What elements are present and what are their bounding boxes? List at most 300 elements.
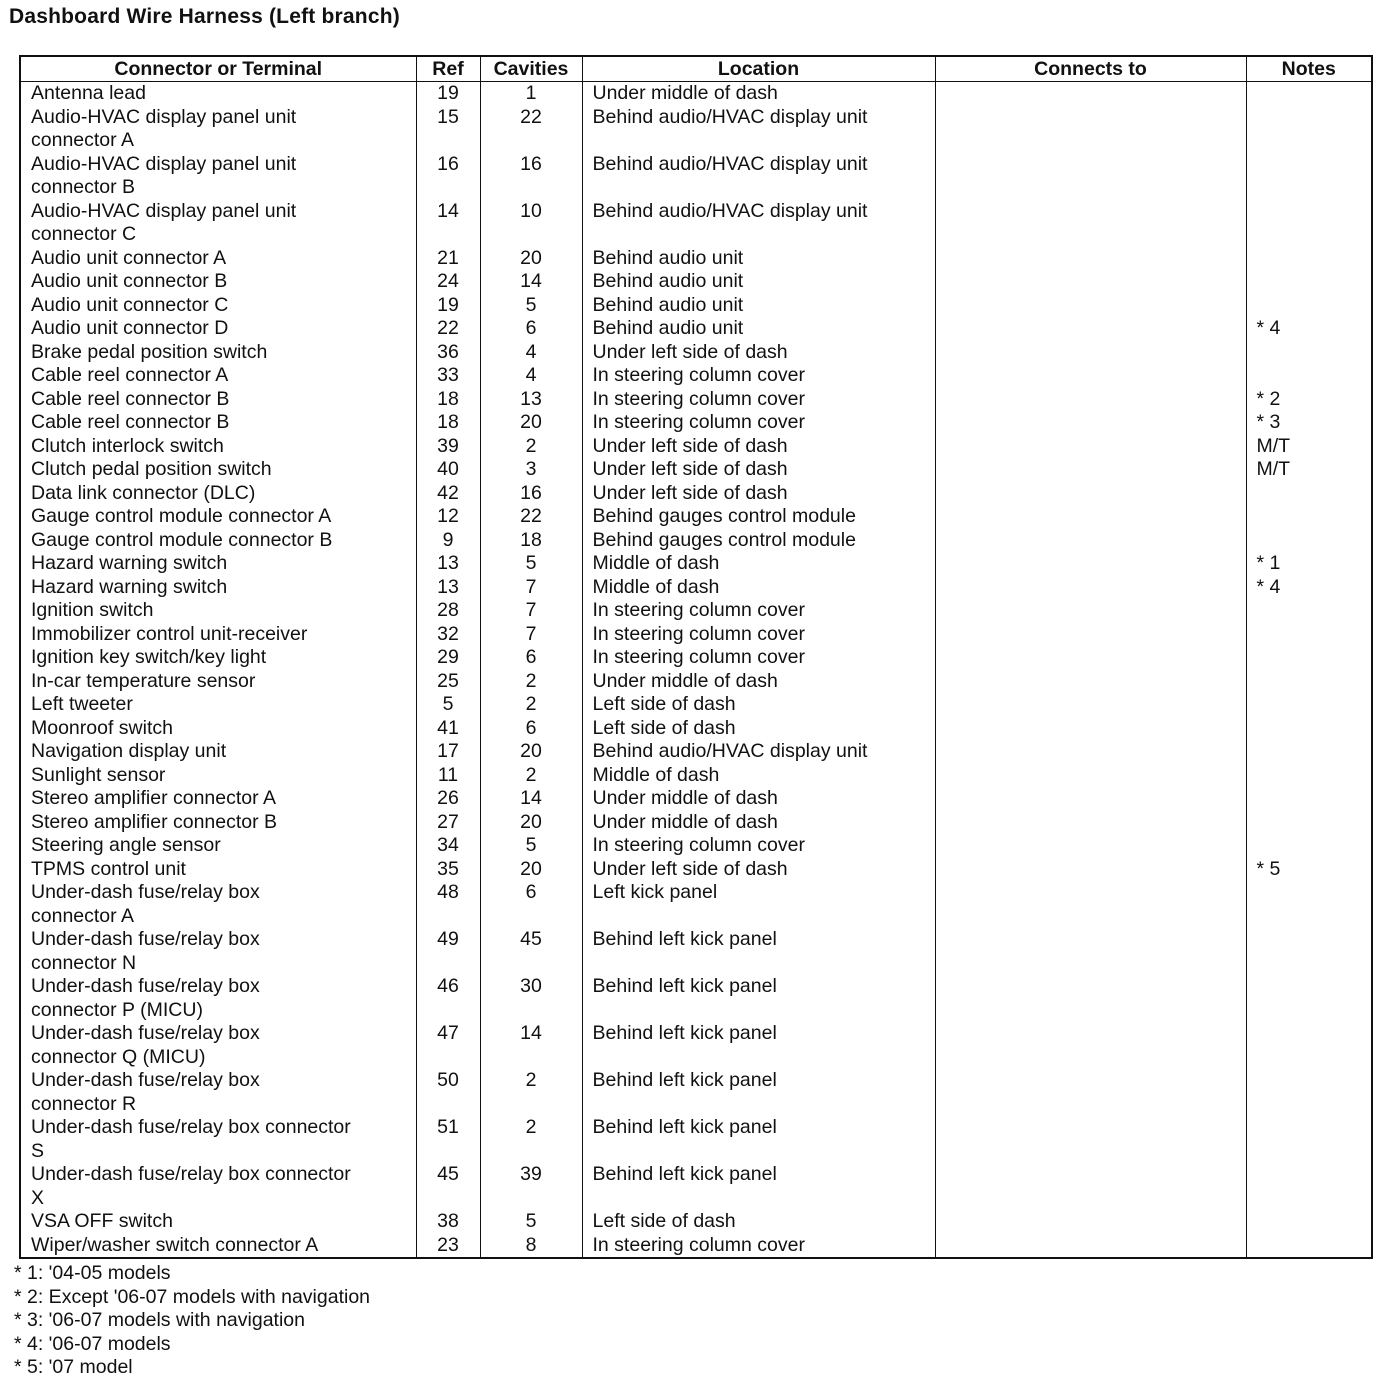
cell-connects-to xyxy=(935,458,1246,482)
cell-location: In steering column cover xyxy=(582,1234,935,1259)
cell-connector xyxy=(20,411,416,435)
table-row xyxy=(20,975,1372,1022)
footnotes xyxy=(14,1262,370,1380)
cell-notes xyxy=(1246,599,1372,623)
cell-connector xyxy=(20,458,416,482)
table-row xyxy=(20,153,1372,200)
cell-connector xyxy=(20,975,416,1022)
table-row xyxy=(20,576,1372,600)
footnote: * 2: Except '06-07 models with navigation xyxy=(14,1285,371,1308)
cell-notes xyxy=(1246,834,1372,858)
cell-cavities: 3 xyxy=(480,458,582,482)
connector-name-line: Hazard warning switch xyxy=(31,552,228,574)
table-row xyxy=(20,294,1372,318)
cell-ref: 17 xyxy=(416,740,480,764)
cell-connects-to xyxy=(935,411,1246,435)
cell-ref: 49 xyxy=(416,928,480,975)
table-row xyxy=(20,717,1372,741)
footnote: * 4: '06-07 models xyxy=(14,1332,171,1355)
cell-notes: * 1 xyxy=(1246,552,1372,576)
cell-cavities: 18 xyxy=(480,529,582,553)
cell-cavities: 2 xyxy=(480,670,582,694)
table-row xyxy=(20,317,1372,341)
cell-location: Behind left kick panel xyxy=(582,1163,935,1210)
cell-location: Behind left kick panel xyxy=(582,1022,935,1069)
cell-connector xyxy=(20,858,416,882)
harness-table xyxy=(19,55,1373,1259)
cell-ref: 18 xyxy=(416,411,480,435)
cell-ref: 14 xyxy=(416,200,480,247)
table-row xyxy=(20,482,1372,506)
cell-connector xyxy=(20,529,416,553)
cell-connector xyxy=(20,1022,416,1069)
cell-connector xyxy=(20,834,416,858)
table-row xyxy=(20,834,1372,858)
cell-connector xyxy=(20,693,416,717)
cell-location: Under left side of dash xyxy=(582,435,935,459)
cell-connects-to xyxy=(935,693,1246,717)
cell-cavities: 10 xyxy=(480,200,582,247)
cell-connects-to xyxy=(935,1022,1246,1069)
cell-ref: 39 xyxy=(416,435,480,459)
cell-cavities: 16 xyxy=(480,153,582,200)
cell-cavities: 6 xyxy=(480,317,582,341)
cell-connects-to xyxy=(935,1116,1246,1163)
cell-notes xyxy=(1246,740,1372,764)
table-row xyxy=(20,858,1372,882)
connector-name-line: Left tweeter xyxy=(31,693,133,715)
column-header-connector: Connector or Terminal xyxy=(20,56,416,82)
cell-cavities: 20 xyxy=(480,811,582,835)
footnote: * 5: '07 model xyxy=(14,1356,133,1379)
cell-cavities: 4 xyxy=(480,364,582,388)
cell-cavities: 20 xyxy=(480,247,582,271)
cell-notes xyxy=(1246,1210,1372,1234)
cell-connector xyxy=(20,881,416,928)
cell-connects-to xyxy=(935,811,1246,835)
connector-name-line: connector B xyxy=(31,176,136,198)
column-header-cavities: Cavities xyxy=(480,56,582,82)
connector-name-line: TPMS control unit xyxy=(31,857,186,880)
cell-ref: 19 xyxy=(416,82,480,106)
table-row xyxy=(20,928,1372,975)
cell-notes xyxy=(1246,1116,1372,1163)
cell-ref: 29 xyxy=(416,646,480,670)
cell-connector xyxy=(20,740,416,764)
cell-ref: 40 xyxy=(416,458,480,482)
cell-location: In steering column cover xyxy=(582,388,935,412)
table-row xyxy=(20,200,1372,247)
cell-connector xyxy=(20,552,416,576)
cell-connector xyxy=(20,623,416,647)
cell-cavities: 4 xyxy=(480,341,582,365)
cell-cavities: 5 xyxy=(480,834,582,858)
table-row xyxy=(20,623,1372,647)
connector-name-line: Gauge control module connector B xyxy=(31,528,333,551)
cell-notes xyxy=(1246,82,1372,106)
connector-name-line: Under-dash fuse/relay box connector xyxy=(31,1116,351,1138)
cell-ref: 28 xyxy=(416,599,480,623)
cell-location: In steering column cover xyxy=(582,411,935,435)
connector-name-line: Stereo amplifier connector B xyxy=(31,810,278,833)
cell-notes xyxy=(1246,975,1372,1022)
cell-cavities: 7 xyxy=(480,576,582,600)
cell-connector xyxy=(20,247,416,271)
connector-name-line: Brake pedal position switch xyxy=(31,340,268,363)
cell-connects-to xyxy=(935,341,1246,365)
table-row xyxy=(20,82,1372,106)
connector-name-line: Audio unit connector B xyxy=(31,270,228,292)
cell-location: Behind left kick panel xyxy=(582,928,935,975)
cell-connects-to xyxy=(935,1210,1246,1234)
cell-notes xyxy=(1246,153,1372,200)
cell-location: Under middle of dash xyxy=(582,82,935,106)
cell-connects-to xyxy=(935,764,1246,788)
table-body xyxy=(20,82,1372,1259)
cell-connects-to xyxy=(935,576,1246,600)
cell-location: Behind left kick panel xyxy=(582,1116,935,1163)
cell-notes xyxy=(1246,646,1372,670)
cell-location: Under left side of dash xyxy=(582,341,935,365)
connector-name-line: Cable reel connector B xyxy=(31,411,230,433)
cell-ref: 46 xyxy=(416,975,480,1022)
cell-location: Under left side of dash xyxy=(582,482,935,506)
cell-notes xyxy=(1246,717,1372,741)
cell-connects-to xyxy=(935,270,1246,294)
column-header-location: Location xyxy=(582,56,935,82)
cell-connector xyxy=(20,811,416,835)
cell-connector xyxy=(20,717,416,741)
cell-connector xyxy=(20,82,416,106)
cell-location: Middle of dash xyxy=(582,552,935,576)
cell-cavities: 13 xyxy=(480,388,582,412)
cell-notes: M/T xyxy=(1246,435,1372,459)
cell-notes xyxy=(1246,482,1372,506)
cell-connector xyxy=(20,928,416,975)
cell-location: Left kick panel xyxy=(582,881,935,928)
cell-connector xyxy=(20,200,416,247)
cell-notes: * 4 xyxy=(1246,317,1372,341)
cell-location: Behind left kick panel xyxy=(582,975,935,1022)
cell-notes xyxy=(1246,529,1372,553)
cell-cavities: 20 xyxy=(480,740,582,764)
connector-name-line: Data link connector (DLC) xyxy=(31,481,256,504)
connector-name-line: connector R xyxy=(31,1092,137,1115)
cell-location: Behind audio unit xyxy=(582,317,935,341)
cell-cavities: 30 xyxy=(480,975,582,1022)
cell-ref: 11 xyxy=(416,764,480,788)
cell-notes xyxy=(1246,1163,1372,1210)
connector-name-line: S xyxy=(31,1139,45,1162)
cell-connector xyxy=(20,270,416,294)
table-row xyxy=(20,764,1372,788)
connector-name-line: Clutch pedal position switch xyxy=(31,458,272,480)
cell-location: Behind audio/HVAC display unit xyxy=(582,106,935,153)
cell-connector xyxy=(20,341,416,365)
connector-name-line: Audio unit connector A xyxy=(31,246,227,269)
cell-cavities: 2 xyxy=(480,1116,582,1163)
cell-ref: 38 xyxy=(416,1210,480,1234)
cell-notes: * 5 xyxy=(1246,858,1372,882)
cell-connects-to xyxy=(935,787,1246,811)
cell-connector xyxy=(20,294,416,318)
cell-location: In steering column cover xyxy=(582,623,935,647)
cell-ref: 9 xyxy=(416,529,480,553)
cell-ref: 22 xyxy=(416,317,480,341)
cell-connects-to xyxy=(935,552,1246,576)
cell-notes: * 2 xyxy=(1246,388,1372,412)
connector-name-line: Navigation display unit xyxy=(31,740,227,762)
cell-cavities: 2 xyxy=(480,764,582,788)
cell-notes xyxy=(1246,364,1372,388)
cell-ref: 51 xyxy=(416,1116,480,1163)
cell-notes xyxy=(1246,1069,1372,1116)
cell-cavities: 14 xyxy=(480,787,582,811)
cell-location: In steering column cover xyxy=(582,364,935,388)
cell-cavities: 6 xyxy=(480,717,582,741)
table-row xyxy=(20,1163,1372,1210)
connector-name-line: Wiper/washer switch connector A xyxy=(31,1233,319,1256)
cell-notes xyxy=(1246,294,1372,318)
cell-connects-to xyxy=(935,858,1246,882)
cell-connects-to xyxy=(935,388,1246,412)
cell-connects-to xyxy=(935,881,1246,928)
cell-cavities: 14 xyxy=(480,270,582,294)
cell-connects-to xyxy=(935,317,1246,341)
cell-location: In steering column cover xyxy=(582,646,935,670)
connector-name-line: Cable reel connector B xyxy=(31,387,230,410)
cell-location: Behind audio unit xyxy=(582,247,935,271)
column-header-connects-to: Connects to xyxy=(935,56,1246,82)
connector-name-line: Under-dash fuse/relay box xyxy=(31,975,260,997)
cell-notes xyxy=(1246,200,1372,247)
cell-notes xyxy=(1246,1234,1372,1259)
cell-connects-to xyxy=(935,294,1246,318)
connector-name-line: connector A xyxy=(31,904,134,927)
cell-cavities: 39 xyxy=(480,1163,582,1210)
connector-name-line: Under-dash fuse/relay box xyxy=(31,1069,260,1091)
cell-connects-to xyxy=(935,740,1246,764)
cell-location: Under middle of dash xyxy=(582,787,935,811)
connector-name-line: Hazard warning switch xyxy=(31,575,228,598)
cell-ref: 12 xyxy=(416,505,480,529)
cell-ref: 33 xyxy=(416,364,480,388)
cell-connector xyxy=(20,364,416,388)
cell-location: Middle of dash xyxy=(582,576,935,600)
cell-cavities: 1 xyxy=(480,82,582,106)
cell-ref: 48 xyxy=(416,881,480,928)
cell-cavities: 16 xyxy=(480,482,582,506)
cell-cavities: 5 xyxy=(480,552,582,576)
cell-ref: 26 xyxy=(416,787,480,811)
cell-connects-to xyxy=(935,200,1246,247)
connector-name-line: Clutch interlock switch xyxy=(31,434,224,457)
cell-notes xyxy=(1246,1022,1372,1069)
cell-connects-to xyxy=(935,975,1246,1022)
connector-name-line: Gauge control module connector A xyxy=(31,505,332,527)
cell-ref: 45 xyxy=(416,1163,480,1210)
page-title: Dashboard Wire Harness (Left branch) xyxy=(9,5,400,28)
connector-name-line: connector A xyxy=(31,129,134,151)
table-row xyxy=(20,270,1372,294)
cell-location: In steering column cover xyxy=(582,599,935,623)
cell-connects-to xyxy=(935,717,1246,741)
cell-connects-to xyxy=(935,364,1246,388)
cell-connects-to xyxy=(935,1163,1246,1210)
cell-connects-to xyxy=(935,106,1246,153)
cell-ref: 21 xyxy=(416,247,480,271)
cell-cavities: 45 xyxy=(480,928,582,975)
cell-connects-to xyxy=(935,82,1246,106)
cell-location: Under left side of dash xyxy=(582,858,935,882)
table-row xyxy=(20,341,1372,365)
connector-name-line: Under-dash fuse/relay box xyxy=(31,1022,260,1044)
cell-connects-to xyxy=(935,928,1246,975)
cell-connector xyxy=(20,646,416,670)
cell-location: Behind left kick panel xyxy=(582,1069,935,1116)
cell-cavities: 14 xyxy=(480,1022,582,1069)
table-row xyxy=(20,106,1372,153)
cell-location: Left side of dash xyxy=(582,717,935,741)
cell-cavities: 7 xyxy=(480,623,582,647)
connector-name-line: Under-dash fuse/relay box connector xyxy=(31,1163,351,1185)
cell-cavities: 2 xyxy=(480,693,582,717)
connector-name-line: Audio-HVAC display panel unit xyxy=(31,152,297,175)
table-row xyxy=(20,435,1372,459)
cell-location: Left side of dash xyxy=(582,1210,935,1234)
connector-name-line: VSA OFF switch xyxy=(31,1210,173,1232)
cell-notes: M/T xyxy=(1246,458,1372,482)
cell-location: Behind audio/HVAC display unit xyxy=(582,153,935,200)
cell-connector xyxy=(20,576,416,600)
table-row xyxy=(20,670,1372,694)
cell-ref: 19 xyxy=(416,294,480,318)
table-row xyxy=(20,529,1372,553)
table-row xyxy=(20,1022,1372,1069)
table-row xyxy=(20,693,1372,717)
cell-ref: 25 xyxy=(416,670,480,694)
table-row xyxy=(20,811,1372,835)
cell-ref: 5 xyxy=(416,693,480,717)
cell-location: In steering column cover xyxy=(582,834,935,858)
cell-ref: 36 xyxy=(416,341,480,365)
cell-location: Behind audio unit xyxy=(582,270,935,294)
table-row xyxy=(20,388,1372,412)
connector-name-line: Cable reel connector A xyxy=(31,364,229,386)
cell-cavities: 8 xyxy=(480,1234,582,1259)
table-header-row xyxy=(20,56,1372,82)
cell-ref: 42 xyxy=(416,482,480,506)
cell-notes: * 4 xyxy=(1246,576,1372,600)
cell-connector xyxy=(20,388,416,412)
table-row xyxy=(20,364,1372,388)
connector-name-line: Audio-HVAC display panel unit xyxy=(31,105,297,128)
table-row xyxy=(20,787,1372,811)
connector-name-line: Under-dash fuse/relay box xyxy=(31,881,260,903)
cell-cavities: 6 xyxy=(480,881,582,928)
cell-connects-to xyxy=(935,153,1246,200)
cell-notes xyxy=(1246,764,1372,788)
cell-ref: 16 xyxy=(416,153,480,200)
cell-ref: 35 xyxy=(416,858,480,882)
table-row xyxy=(20,881,1372,928)
cell-cavities: 20 xyxy=(480,411,582,435)
cell-connector xyxy=(20,599,416,623)
cell-ref: 13 xyxy=(416,552,480,576)
cell-connector xyxy=(20,1163,416,1210)
cell-connects-to xyxy=(935,435,1246,459)
connector-name-line: In-car temperature sensor xyxy=(31,669,256,692)
cell-notes xyxy=(1246,811,1372,835)
cell-location: Middle of dash xyxy=(582,764,935,788)
cell-connector xyxy=(20,1116,416,1163)
connector-name-line: connector C xyxy=(31,223,137,245)
cell-location: Behind audio unit xyxy=(582,294,935,318)
cell-connector xyxy=(20,505,416,529)
table-row xyxy=(20,505,1372,529)
cell-connects-to xyxy=(935,505,1246,529)
cell-connects-to xyxy=(935,599,1246,623)
connector-name-line: connector Q (MICU) xyxy=(31,1045,206,1068)
cell-ref: 15 xyxy=(416,106,480,153)
cell-connects-to xyxy=(935,834,1246,858)
cell-cavities: 2 xyxy=(480,435,582,459)
cell-location: Under middle of dash xyxy=(582,670,935,694)
table-row xyxy=(20,552,1372,576)
cell-location: Under middle of dash xyxy=(582,811,935,835)
cell-notes xyxy=(1246,787,1372,811)
cell-ref: 32 xyxy=(416,623,480,647)
cell-notes xyxy=(1246,623,1372,647)
cell-connector xyxy=(20,317,416,341)
cell-notes xyxy=(1246,670,1372,694)
column-header-notes: Notes xyxy=(1246,56,1372,82)
cell-connects-to xyxy=(935,646,1246,670)
connector-name-line: Sunlight sensor xyxy=(31,763,166,786)
cell-connects-to xyxy=(935,670,1246,694)
connector-name-line: Audio unit connector D xyxy=(31,317,229,339)
cell-cavities: 6 xyxy=(480,646,582,670)
table-row xyxy=(20,740,1372,764)
table-row xyxy=(20,1234,1372,1259)
table-row xyxy=(20,599,1372,623)
cell-connects-to xyxy=(935,529,1246,553)
table-row xyxy=(20,411,1372,435)
cell-connects-to xyxy=(935,1234,1246,1259)
cell-connector xyxy=(20,787,416,811)
cell-location: Behind gauges control module xyxy=(582,529,935,553)
cell-connector xyxy=(20,106,416,153)
cell-connector xyxy=(20,153,416,200)
cell-connects-to xyxy=(935,247,1246,271)
cell-ref: 24 xyxy=(416,270,480,294)
table-row xyxy=(20,1116,1372,1163)
cell-connects-to xyxy=(935,623,1246,647)
connector-name-line: Audio-HVAC display panel unit xyxy=(31,199,297,222)
connector-name-line: Ignition key switch/key light xyxy=(31,646,267,668)
connector-name-line: Moonroof switch xyxy=(31,716,173,739)
connector-name-line: Audio unit connector C xyxy=(31,293,229,316)
cell-cavities: 20 xyxy=(480,858,582,882)
cell-connects-to xyxy=(935,482,1246,506)
connector-name-line: Stereo amplifier connector A xyxy=(31,787,276,809)
cell-notes xyxy=(1246,693,1372,717)
footnote: * 3: '06-07 models with navigation xyxy=(14,1309,305,1332)
cell-connector xyxy=(20,1210,416,1234)
cell-location: Behind audio/HVAC display unit xyxy=(582,200,935,247)
table-row xyxy=(20,1069,1372,1116)
cell-ref: 27 xyxy=(416,811,480,835)
